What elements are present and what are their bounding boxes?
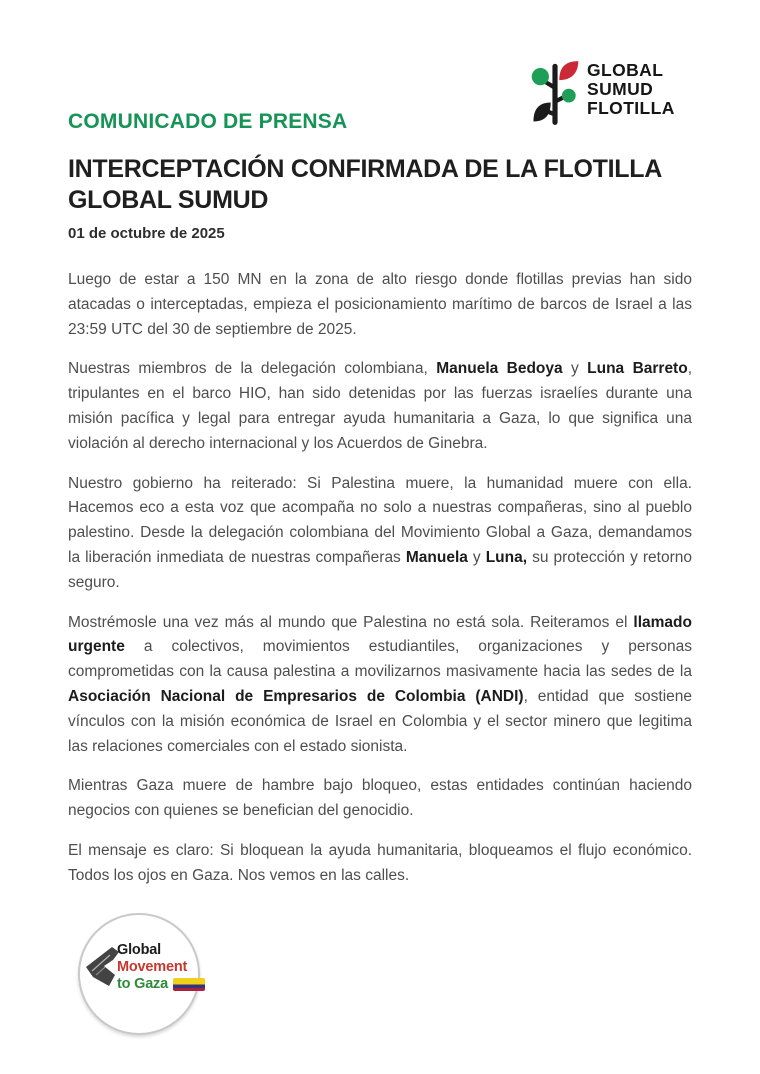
release-date: 01 de octubre de 2025 [68, 225, 225, 242]
colombia-flag-icon [173, 978, 205, 991]
badge-line-to-gaza [117, 976, 205, 993]
body-paragraphs [68, 268, 692, 889]
flotilla-logo-wordmark [587, 55, 675, 118]
global-movement-to-gaza-badge [78, 913, 200, 1035]
flotilla-logo-line: GLOBAL [587, 60, 664, 80]
press-release-kicker: COMUNICADO DE PRENSA [68, 110, 348, 133]
paragraph: El mensaje es claro: Si bloquean la ayuda humanitaria, bloqueamos el flujo económico. Todos los ojos en Gaza. Nos vemos en las calles. [68, 841, 692, 884]
paragraph: Mientras Gaza muere de hambre bajo bloqueo, estas entidades continúan haciendo negocios con quienes se benefician del genocidio. [68, 777, 692, 820]
paragraph: Luego de estar a 150 MN en la zona de alto riesgo donde flotillas previas han sido atacadas o interceptadas, empieza el posicionamiento marítimo de barcos de Israel a las 23:59 UTC del 30 de septiembre de 2025. [68, 271, 692, 338]
badge-line-movement: Movement [117, 958, 188, 975]
flotilla-logo-line: SUMUD [587, 78, 654, 99]
paragraph: Nuestro gobierno ha reiterado: Si Palestina muere, la humanidad muere con ella. Hacemos eco a esta voz que acompaña no solo a nuestras compañeras, sino al pueblo palestino. Desde la delegación colombiana del Movimiento Global a Gaza, demandamos la liberación inmediata de nuestras compañeras Manuela y Luna, su protección y retorno seguro. [68, 474, 692, 591]
flotilla-logo-line: FLOTILLA [587, 97, 675, 118]
flotilla-branch-icon [530, 55, 580, 131]
badge-line-global: Global [117, 941, 161, 958]
paragraph: Mostrémosle una vez más al mundo que Palestina no está sola. Reiteramos el llamado urgente a colectivos, movimientos estudiantiles, organizaciones y personas comprometidas con la causa palestina a movilizarnos masivamente hacia las sedes de la Asociación Nacional de Empresarios de Colombia (ANDI), entidad que sostiene vínculos con la misión económica de Israel en Colombia y el sector minero que legitima las relaciones comerciales con el estado sionista. [68, 613, 693, 755]
badge-line-to-gaza-label: to Gaza [117, 975, 168, 992]
badge-wordmark [117, 942, 205, 993]
global-sumud-flotilla-logo [530, 55, 675, 131]
page-title: INTERCEPTACIÓN CONFIRMADA DE LA FLOTILLA GLOBAL SUMUD [68, 155, 662, 214]
paragraph: Nuestras miembros de la delegación colombiana, Manuela Bedoya y Luna Barreto, tripulantes en el barco HIO, han sido detenidas por las fuerzas israelíes durante una misión pacífica y legal para entregar ayuda humanitaria a Gaza, lo que significa una violación al derecho internacional y los Acuerdos de Ginebra. [68, 360, 693, 452]
